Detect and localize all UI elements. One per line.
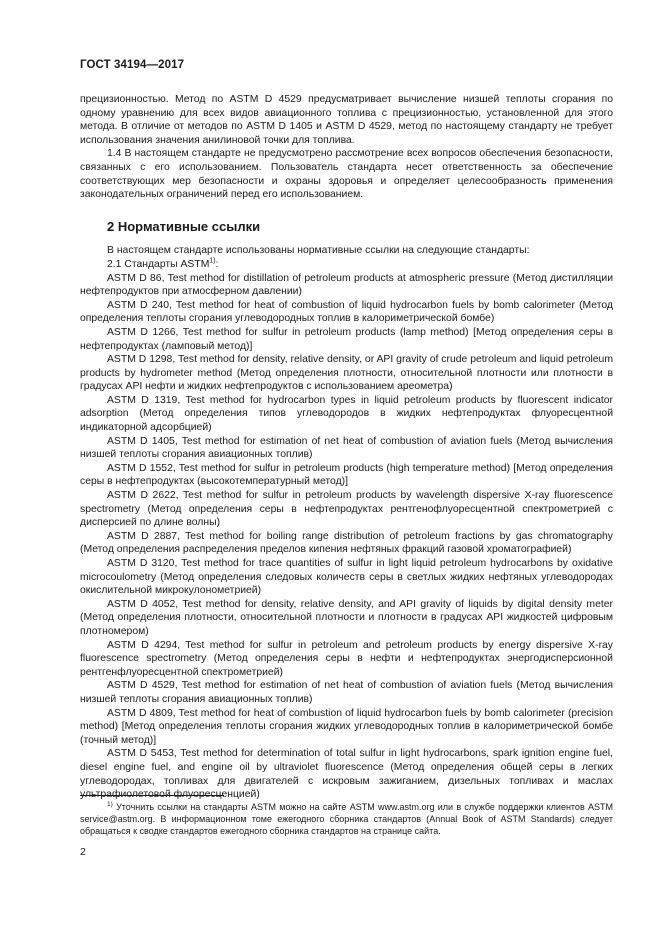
reference-item: ASTM D 2622, Test method for sulfur in petroleum products by wavelength dispersive X-ray fluorescence spectrometry (Метод определения серы в нефтепродуктах рентгенофлуоресцентной спектрометрией с дисперсией по длине волны) [80,490,613,529]
reference-item: ASTM D 1552, Test method for sulfur in petroleum products (high temperature method) [Метод определения серы в нефтепродуктах (высокотемпературный метод)] [80,462,613,488]
reference-item: ASTM D 1298, Test method for density, relative density, or API gravity of crude petroleum and liquid petroleum products by hydrometer method (Метод определения плотности, относительной плотности или плотности в градусах API нефти и жидких нефтепродуктов с использованием ареометра) [80,354,613,393]
reference-item: ASTM D 5453, Test method for determination of total sulfur in light hydrocarbons, spark ignition engine fuel, diesel engine fuel, and engine oil by ultraviolet fluorescence (Метод определения общей серы в легких углеводородах, топливах для двигателей с искровым зажиганием, дизельных топливах и маслах ультрафиолетовой флуоресценцией) [80,748,613,801]
reference-item: ASTM D 4529, Test method for estimation of net heat of combustion of aviation fuels (Метод вычисления низшей теплоты сгорания авиационных топлив) [80,680,613,705]
footnote [80,801,613,838]
reference-item: ASTM D 4809, Test method for heat of combustion of liquid hydrocarbon fuels by bomb calorimeter (precision method) [Метод определения теплоты сгорания жидких углеводородных топлив в калориметрической бомбе (точный метод)] [80,707,613,746]
reference-item: ASTM D 240, Test method for heat of combustion of liquid hydrocarbon fuels by bomb calorimeter (Метод определения теплоты сгорания углеводородных топлив в калориметрической бомбе) [80,299,613,325]
reference-item: ASTM D 2887, Test method for boiling range distribution of petroleum fractions by gas chromatography (Метод определения распределения пределов кипения нефтяных фракций газовой хроматографией) [80,530,613,556]
document-header: ГОСТ 34194—2017 [80,59,185,71]
footnote-divider [80,795,224,796]
reference-item: ASTM D 86, Test method for distillation of petroleum products at atmospheric pressure (Метод дистилляции нефтепродуктов при атмосферном давлении) [80,272,613,298]
reference-item: ASTM D 3120, Test method for trace quantities of sulfur in light liquid petroleum hydrocarbons by oxidative microcoulometry (Метод определения следовых количеств серы в светлых жидких нефтяных углеводородах окислительной микрокулонометрией) [80,558,613,597]
footnote-text: Уточнить ссылки на стандарты ASTM можно на сайте ASTM www.astm.org или в службе поддержки клиентов ASTM service@astm.org. В информационном томе ежегодного сборника стандартов (Annual Book of ASTM Standards) следует обращаться к сводке стандартов ежегодного сборника стандартов на странице сайта. [80,802,613,837]
subsection-2-1 [80,258,613,272]
footnote-mark: 1) [107,801,113,808]
reference-item: ASTM D 1266, Test method for sulfur in petroleum products (lamp method) [Метод определения серы в нефтепродуктах (ламповый метод)] [80,326,613,352]
paragraph-continuation: прецизионностью. Метод по ASTM D 4529 предусматривает вычисление низшей теплоты сгорания по одному уравнению для всех видов авиационного топлива с прецизионностью, установленной для этого метода. В отличие от методов по ASTM D 1405 и ASTM D 4529, метод по настоящему стандарту не требует использования значения анилиновой точки для топлива. [80,94,613,146]
reference-item: ASTM D 1405, Test method for estimation of net heat of combustion of aviation fuels (Метод вычисления низшей теплоты сгорания авиационных топлив) [80,435,613,461]
section-title: 2 Нормативные ссылки [107,218,261,234]
document-body [80,93,613,802]
reference-item: ASTM D 4294, Test method for sulfur in petroleum and petroleum products by energy dispersive X-ray fluorescence spectrometry (Метод определения серы в нефти и нефтепродуктах энергодисперсионной рентгенфлуоресцентной спектрометрией) [80,639,613,678]
reference-item: ASTM D 1319, Test method for hydrocarbon types in liquid petroleum products by fluorescent indicator adsorption (Метод определения типов углеводородов в жидких нефтепродуктах флуоресцентной индикаторной адсорбцией) [80,394,613,434]
subsection-label: 2.1 Стандарты ASTM [107,258,210,270]
footnote-ref[interactable]: 1) [209,257,216,265]
section-lead: В настоящем стандарте использованы нормативные ссылки на следующие стандарты: [107,245,530,257]
subsection-colon: : [215,258,219,270]
paragraph-1-4: 1.4 В настоящем стандарте не предусмотрено рассмотрение всех вопросов обеспечения безопасности, связанных с его использованием. Пользователь стандарта несет ответственность за обеспечение соответствующих мер безопасности и охраны здоровья и определяет целесообразность применения законодательных ограничений перед его использованием. [80,148,613,201]
reference-item: ASTM D 4052, Test method for density, relative density, and API gravity of liquids by digital density meter (Метод определения плотности, относительной плотности и плотности в градусах API жидкостей цифровым плотномером) [80,598,613,637]
page-number: 2 [80,846,86,858]
